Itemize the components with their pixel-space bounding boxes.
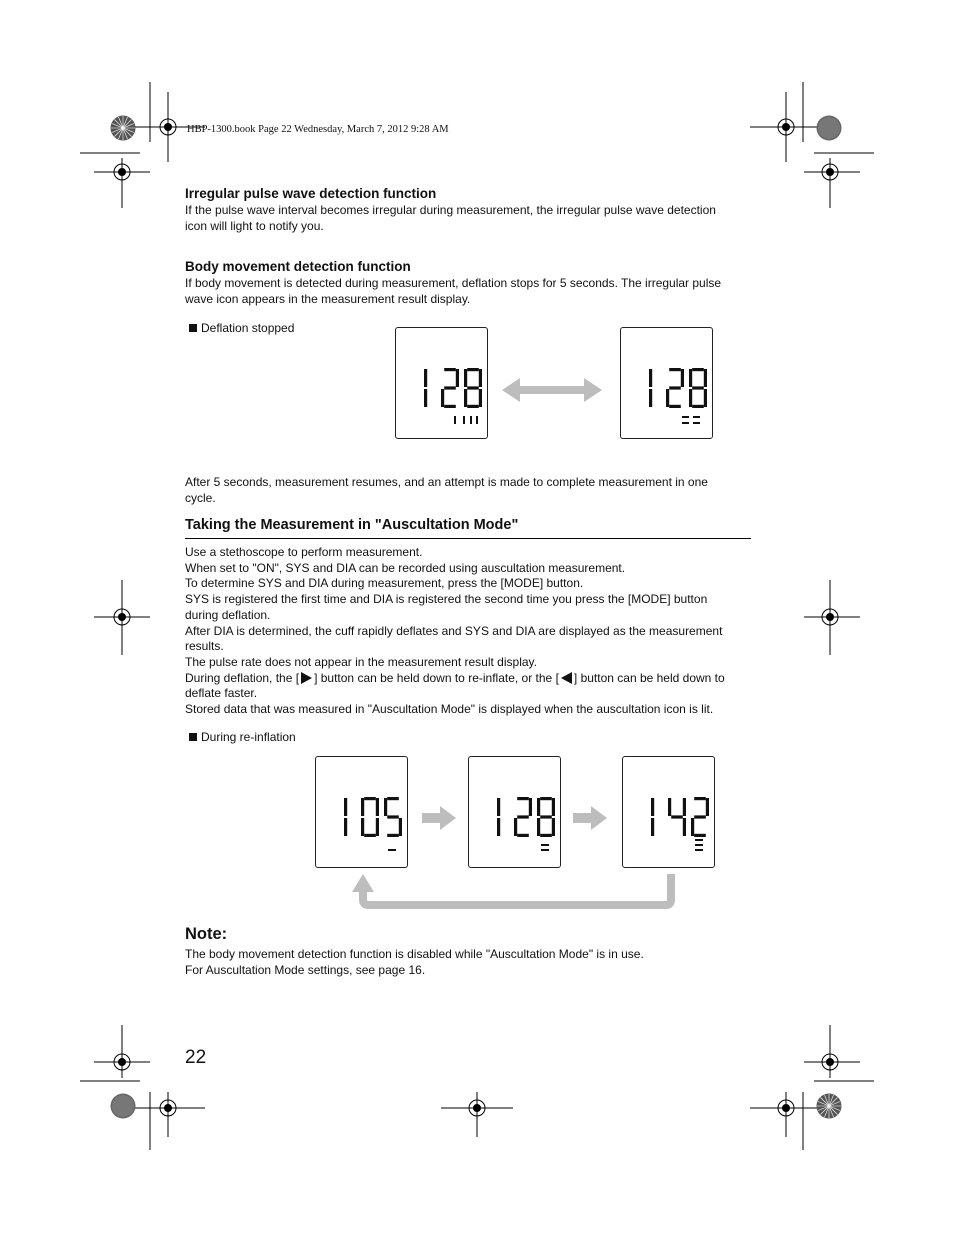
lcd-segment — [364, 797, 376, 800]
bullet-square-icon — [189, 324, 197, 332]
lcd-segment — [517, 834, 529, 837]
lcd-digits — [623, 757, 714, 867]
lcd-segment — [552, 818, 555, 836]
lcd-segment — [514, 818, 517, 836]
lcd-segment — [651, 798, 654, 816]
lcd-segment — [537, 798, 540, 816]
level-bar — [541, 849, 549, 851]
lcd-segment — [441, 389, 444, 407]
lcd-segment — [364, 834, 376, 837]
lcd-segment — [649, 369, 652, 387]
re-inflation-bullet: During re-inflation — [189, 730, 296, 744]
lcd-segment — [683, 818, 686, 836]
bullet-square-icon — [189, 733, 197, 741]
book-header: HBP-1300.book Page 22 Wednesday, March 7, 2012 9:28 AM — [187, 124, 449, 135]
lcd-segment — [669, 368, 681, 371]
lcd-segment — [384, 798, 387, 816]
lcd-segment — [669, 386, 681, 389]
lcd-segment — [689, 389, 692, 407]
lcd-segment — [464, 369, 467, 387]
lcd-segment — [704, 369, 707, 387]
lcd-segment — [387, 815, 399, 818]
lcd-segment — [376, 798, 379, 816]
dash-bar — [693, 422, 700, 424]
pulse-bar — [470, 416, 472, 424]
dash-bar — [682, 416, 689, 418]
lcd-segment — [692, 368, 704, 371]
lcd-segment — [467, 368, 479, 371]
lcd-digits — [469, 757, 560, 867]
lcd-segment — [387, 797, 399, 800]
dash-bar — [693, 416, 700, 418]
right-arrow-icon — [420, 805, 458, 831]
deflation-stopped-bullet: Deflation stopped — [189, 321, 294, 335]
lcd-digits — [396, 328, 487, 438]
lcd-segment — [344, 818, 347, 836]
note-text: The body movement detection function is disabled while "Auscultation Mode" is in use. For Auscultation Mode settings, see page 16. — [185, 947, 644, 977]
level-bar — [695, 849, 703, 851]
body-movement-text: If body movement is detected during measurement, deflation stops for 5 seconds. The irregular pulse wave icon appears in the measurement result display. — [185, 276, 722, 306]
lcd-segment — [540, 815, 552, 818]
lcd-display-105 — [315, 756, 408, 868]
level-bar — [388, 849, 396, 851]
lcd-segment — [479, 369, 482, 387]
lcd-segment — [692, 386, 704, 389]
note-title: Note: — [185, 925, 228, 943]
color-wheel-icon — [816, 115, 842, 141]
body-movement-title: Body movement detection function — [185, 259, 411, 274]
double-arrow-icon — [500, 375, 604, 405]
play-triangle-icon — [301, 672, 312, 684]
dash-bar — [682, 422, 689, 424]
color-wheel-icon — [110, 115, 136, 141]
lcd-segment — [444, 405, 456, 408]
auscultation-title: Taking the Measurement in "Auscultation Mode" — [185, 517, 519, 533]
deflation-line: During deflation, the [ ] button can be held down to re-inflate, or the [ ] button can be held down to — [185, 670, 725, 685]
lcd-segment — [540, 834, 552, 837]
lcd-segment — [361, 818, 364, 836]
lcd-segment — [399, 818, 402, 836]
lcd-digits — [316, 757, 407, 867]
lcd-segment — [497, 798, 500, 816]
lcd-display-142 — [622, 756, 715, 868]
lcd-segment — [464, 389, 467, 407]
auscultation-text: Use a stethoscope to perform measurement. When set to "ON", SYS and DIA can be recorded using auscultation measurement. To determine SYS and DIA during measurement, press the [MODE] button. SYS is registered the first time and DIA is registered the second time you press the [MODE] button during deflation. After DIA is determined, the cuff rapidly deflates and SYS and DIA are displayed as the measurement results. The pulse rate does not appear in the measurement result display. During deflation, the [ ] button can be held down to re-inflate, or the [ ] button can be held down to deflate faster. Stored data that was measured in "Auscultation Mode" is displayed when the auscultation icon is lit. — [185, 545, 755, 718]
lcd-segment — [361, 798, 364, 816]
lcd-segment — [529, 798, 532, 816]
lcd-segment — [706, 798, 709, 816]
lcd-segment — [692, 405, 704, 408]
level-bar — [695, 839, 703, 841]
section-divider — [185, 538, 751, 539]
after-five-seconds-text: After 5 seconds, measurement resumes, and an attempt is made to complete measurement in one cycle. — [185, 475, 708, 505]
page-number: 22 — [185, 1047, 207, 1068]
lcd-digits — [621, 328, 712, 438]
lcd-segment — [694, 797, 706, 800]
lcd-display-pulse-bars — [395, 327, 488, 439]
lcd-segment — [671, 815, 683, 818]
lcd-segment — [497, 818, 500, 836]
irregular-pulse-title: Irregular pulse wave detection function — [185, 186, 437, 201]
loop-back-arrow-icon — [350, 872, 680, 912]
lcd-segment — [552, 798, 555, 816]
lcd-segment — [424, 389, 427, 407]
pulse-bar — [454, 416, 456, 424]
lcd-segment — [694, 834, 706, 837]
lcd-segment — [479, 389, 482, 407]
color-wheel-icon — [816, 1093, 842, 1119]
level-bar — [695, 844, 703, 846]
irregular-pulse-text: If the pulse wave interval becomes irregular during measurement, the irregular pulse wave detection icon will light to notify you. — [185, 203, 716, 233]
lcd-segment — [344, 798, 347, 816]
right-arrow-icon — [571, 805, 609, 831]
lcd-segment — [376, 818, 379, 836]
lcd-segment — [467, 386, 479, 389]
lcd-segment — [669, 405, 681, 408]
lcd-segment — [540, 797, 552, 800]
lcd-segment — [456, 369, 459, 387]
lcd-segment — [694, 815, 706, 818]
lcd-segment — [666, 389, 669, 407]
lcd-segment — [517, 815, 529, 818]
lcd-display-128 — [468, 756, 561, 868]
pulse-bar — [463, 416, 465, 424]
lcd-segment — [467, 405, 479, 408]
color-wheel-icon — [110, 1093, 136, 1119]
lcd-segment — [704, 389, 707, 407]
lcd-segment — [689, 369, 692, 387]
lcd-segment — [683, 798, 686, 816]
rewind-triangle-icon — [561, 672, 572, 684]
lcd-segment — [537, 818, 540, 836]
lcd-segment — [517, 797, 529, 800]
lcd-segment — [668, 798, 671, 816]
lcd-segment — [444, 368, 456, 371]
lcd-segment — [681, 369, 684, 387]
lcd-segment — [424, 369, 427, 387]
lcd-segment — [444, 386, 456, 389]
lcd-segment — [651, 818, 654, 836]
lcd-display-dashes — [620, 327, 713, 439]
pulse-bar — [476, 416, 478, 424]
lcd-segment — [691, 818, 694, 836]
lcd-segment — [649, 389, 652, 407]
lcd-segment — [387, 834, 399, 837]
level-bar — [541, 844, 549, 846]
